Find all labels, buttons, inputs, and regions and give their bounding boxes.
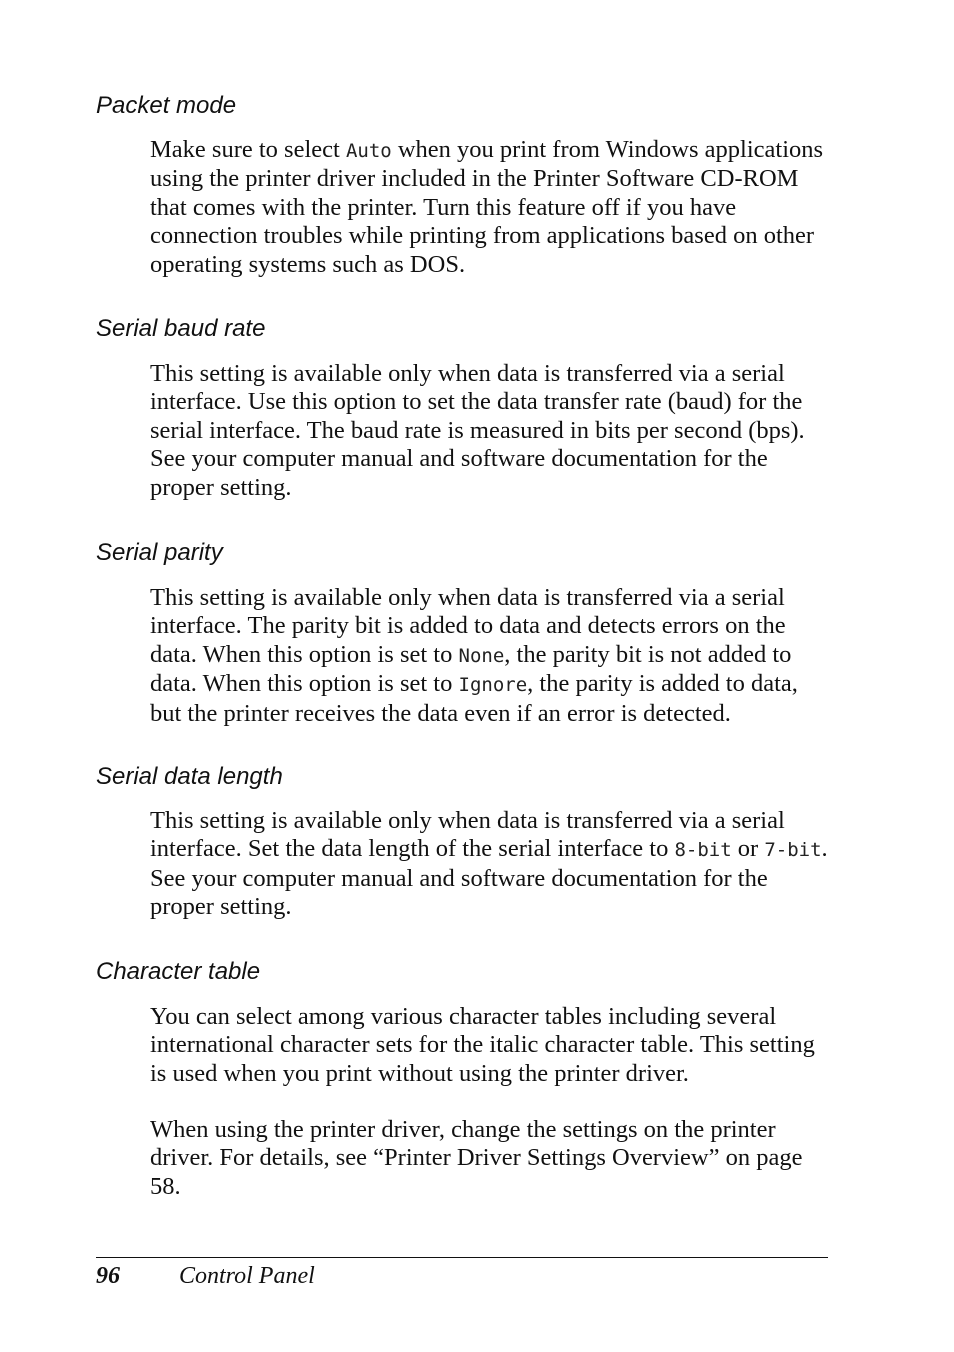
section-heading-packet-mode: Packet mode	[96, 92, 237, 119]
text-run: This setting is available only when data is transferred via a serial interface. The parity bit is added to data and detects errors on the data. When this option is set to	[150, 584, 786, 668]
paragraph-serial-baud-rate	[150, 360, 830, 502]
text-run: . See your computer manual and software documentation for the proper setting.	[150, 835, 828, 921]
page-number: 96	[96, 1263, 120, 1289]
setting-value-8-bit: 8-bit	[674, 839, 732, 862]
paragraph-character-table-driver	[150, 1116, 830, 1201]
setting-value-none: None	[458, 644, 505, 667]
section-heading-serial-parity: Serial parity	[96, 539, 223, 566]
section-heading-character-table: Character table	[96, 958, 261, 985]
text-run: This setting is available only when data is transferred via a serial interface. Use this option to set the data transfer rate (baud) for the serial interface. The baud rate is measured in bits per second (bps). See your computer manual and software documentation for the proper setting.	[150, 360, 805, 501]
setting-value-7-bit: 7-bit	[764, 839, 822, 862]
footer-divider	[96, 1257, 828, 1258]
text-run: or	[731, 835, 765, 863]
text-run: When using the printer driver, change the settings on the printer driver. For details, see “Printer Driver Settings Overview” on page 58.	[150, 1116, 803, 1200]
section-heading-serial-data-length: Serial data length	[96, 763, 283, 790]
text-run: , the parity bit is not added to data. When this option is set to	[150, 640, 792, 698]
text-run: when you print from Windows applications using the printer driver included in the Printer Software CD-ROM that comes with the printer. Turn this feature off if you have connection troubles while printing from applications based on other operating systems such as DOS.	[150, 136, 824, 278]
paragraph-character-table	[150, 1003, 830, 1088]
paragraph-serial-data-length	[150, 807, 830, 922]
footer-chapter-title: Control Panel	[179, 1263, 315, 1289]
paragraph-packet-mode	[150, 136, 830, 279]
section-heading-serial-baud-rate: Serial baud rate	[96, 315, 266, 342]
text-run: Make sure to select	[150, 136, 346, 163]
text-run: , the parity is added to data, but the printer receives the data even if an error is detected.	[150, 670, 798, 727]
setting-value-auto: Auto	[345, 140, 392, 162]
text-run: This setting is available only when data is transferred via a serial interface. Set the data length of the serial interface to	[150, 807, 785, 863]
text-run: You can select among various character tables including several international character sets for the italic character table. This setting is used when you print without using the printer driver.	[150, 1003, 815, 1087]
paragraph-serial-parity	[150, 584, 830, 728]
setting-value-ignore: Ignore	[458, 674, 528, 697]
